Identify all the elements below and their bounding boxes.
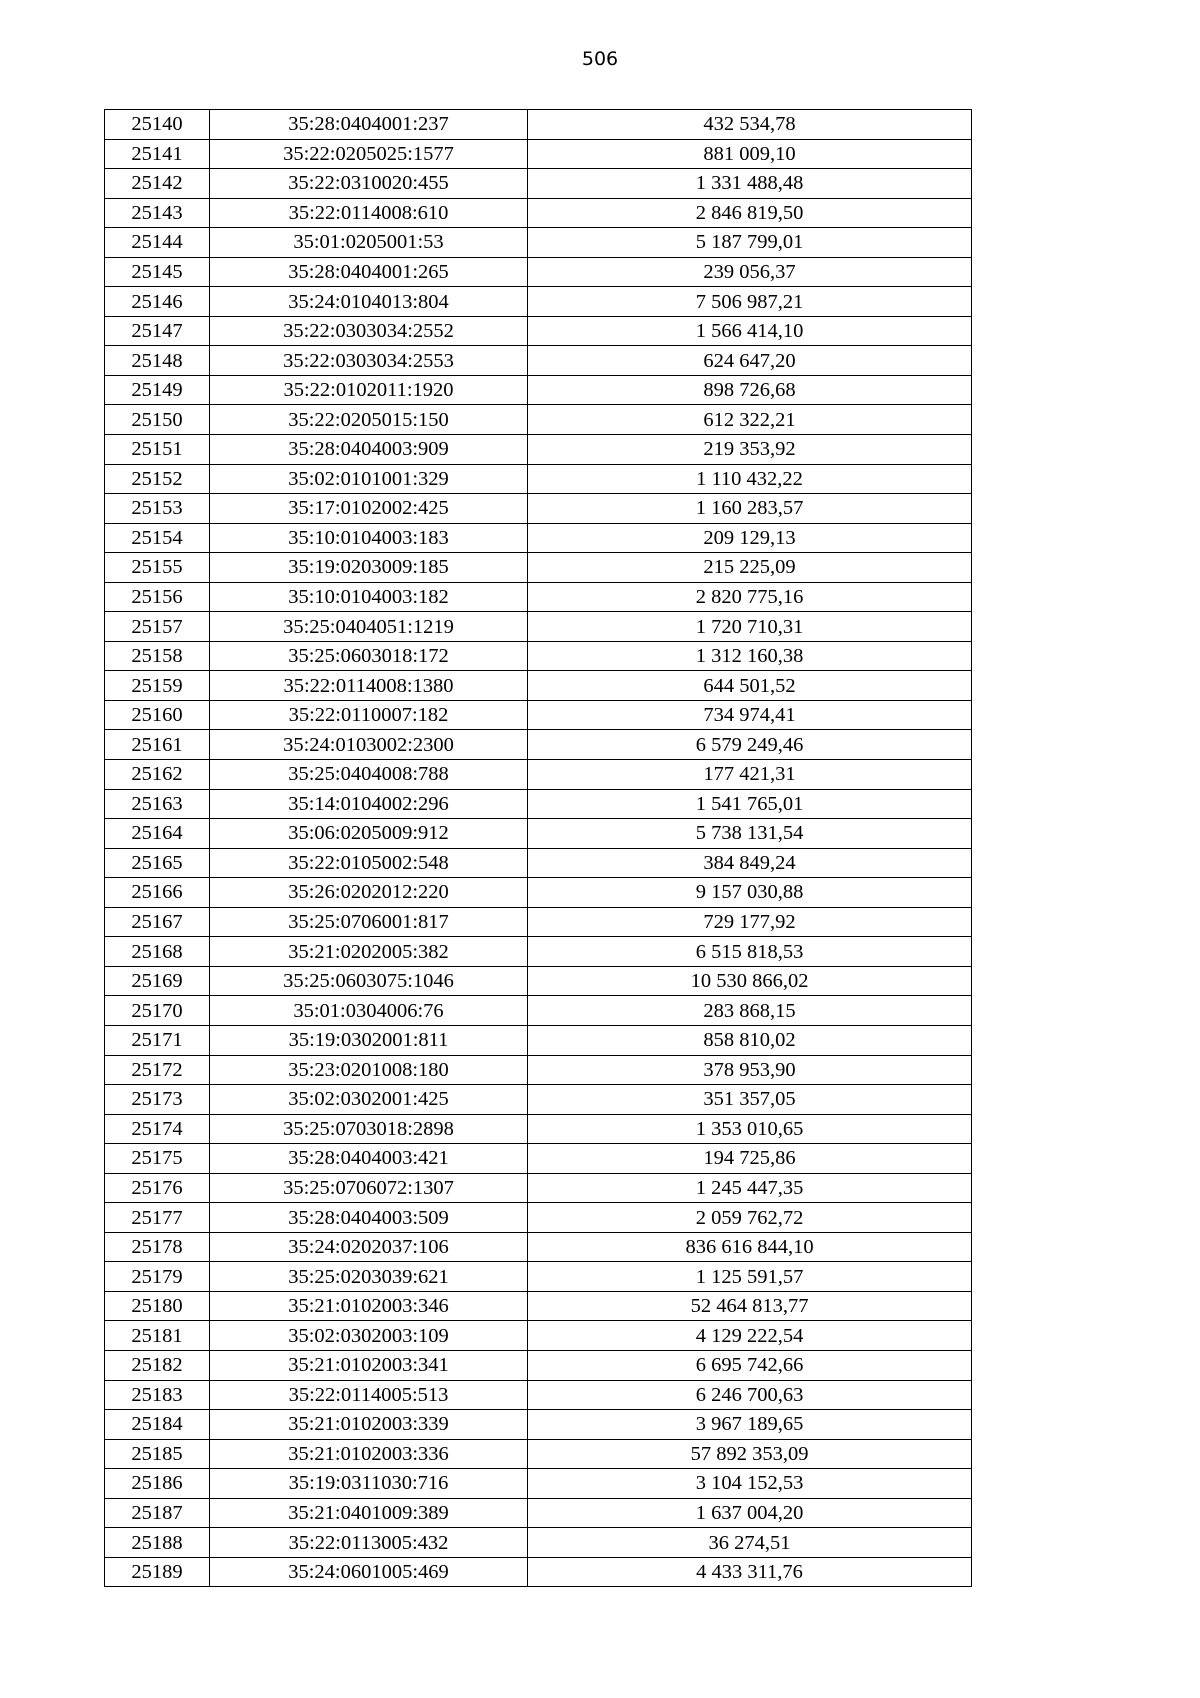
cadastral-number-cell: 35:22:0303034:2553 (210, 346, 528, 376)
row-number-cell: 25164 (105, 819, 210, 849)
cadastral-number-cell: 35:22:0105002:548 (210, 848, 528, 878)
cadastral-value-cell: 836 616 844,10 (528, 1232, 972, 1262)
row-number-cell: 25170 (105, 996, 210, 1026)
table-row (105, 700, 972, 730)
cadastral-value-cell: 2 059 762,72 (528, 1203, 972, 1233)
table-row (105, 1469, 972, 1499)
row-number-cell: 25162 (105, 760, 210, 790)
row-number-cell: 25151 (105, 435, 210, 465)
cadastral-number-cell: 35:19:0203009:185 (210, 553, 528, 583)
table-row (105, 1557, 972, 1587)
cadastral-value-cell: 1 110 432,22 (528, 464, 972, 494)
row-number-cell: 25187 (105, 1498, 210, 1528)
table-row (105, 966, 972, 996)
cadastral-value-cell: 6 246 700,63 (528, 1380, 972, 1410)
cadastral-number-cell: 35:25:0203039:621 (210, 1262, 528, 1292)
table-row (105, 671, 972, 701)
cadastral-number-cell: 35:22:0114008:1380 (210, 671, 528, 701)
cadastral-number-cell: 35:28:0404003:909 (210, 435, 528, 465)
cadastral-value-cell: 52 464 813,77 (528, 1291, 972, 1321)
row-number-cell: 25185 (105, 1439, 210, 1469)
row-number-cell: 25160 (105, 700, 210, 730)
cadastral-value-cell: 624 647,20 (528, 346, 972, 376)
row-number-cell: 25184 (105, 1410, 210, 1440)
cadastral-number-cell: 35:23:0201008:180 (210, 1055, 528, 1085)
table-row (105, 316, 972, 346)
table-row (105, 1321, 972, 1351)
cadastral-number-cell: 35:22:0310020:455 (210, 169, 528, 199)
table-row (105, 1085, 972, 1115)
row-number-cell: 25149 (105, 375, 210, 405)
cadastral-number-cell: 35:14:0104002:296 (210, 789, 528, 819)
cadastral-value-cell: 1 720 710,31 (528, 612, 972, 642)
cadastral-number-cell: 35:17:0102002:425 (210, 494, 528, 524)
cadastral-number-cell: 35:25:0603018:172 (210, 641, 528, 671)
cadastral-value-cell: 858 810,02 (528, 1025, 972, 1055)
cadastral-value-cell: 1 541 765,01 (528, 789, 972, 819)
row-number-cell: 25165 (105, 848, 210, 878)
row-number-cell: 25144 (105, 228, 210, 258)
cadastral-value-cell: 1 566 414,10 (528, 316, 972, 346)
cadastral-value-cell: 6 579 249,46 (528, 730, 972, 760)
table-row (105, 346, 972, 376)
cadastral-value-cell: 2 820 775,16 (528, 582, 972, 612)
cadastral-value-cell: 209 129,13 (528, 523, 972, 553)
row-number-cell: 25155 (105, 553, 210, 583)
cadastral-value-cell: 7 506 987,21 (528, 287, 972, 317)
table-row (105, 1410, 972, 1440)
row-number-cell: 25172 (105, 1055, 210, 1085)
cadastral-number-cell: 35:21:0202005:382 (210, 937, 528, 967)
table-row (105, 375, 972, 405)
cadastral-number-cell: 35:21:0102003:336 (210, 1439, 528, 1469)
cadastral-number-cell: 35:21:0102003:341 (210, 1350, 528, 1380)
table-body (105, 110, 972, 1587)
table-row (105, 139, 972, 169)
row-number-cell: 25158 (105, 641, 210, 671)
table-row (105, 996, 972, 1026)
table-row (105, 1439, 972, 1469)
cadastral-value-cell: 5 738 131,54 (528, 819, 972, 849)
row-number-cell: 25182 (105, 1350, 210, 1380)
cadastral-value-cell: 57 892 353,09 (528, 1439, 972, 1469)
table-row (105, 937, 972, 967)
row-number-cell: 25174 (105, 1114, 210, 1144)
cadastral-value-cell: 177 421,31 (528, 760, 972, 790)
cadastral-number-cell: 35:19:0311030:716 (210, 1469, 528, 1499)
cadastral-value-table (104, 109, 972, 1587)
cadastral-number-cell: 35:25:0706072:1307 (210, 1173, 528, 1203)
cadastral-number-cell: 35:28:0404001:237 (210, 110, 528, 140)
cadastral-value-cell: 4 129 222,54 (528, 1321, 972, 1351)
row-number-cell: 25152 (105, 464, 210, 494)
cadastral-number-cell: 35:25:0706001:817 (210, 907, 528, 937)
page-number: 506 (581, 48, 619, 70)
table-row (105, 641, 972, 671)
cadastral-number-cell: 35:25:0404008:788 (210, 760, 528, 790)
row-number-cell: 25161 (105, 730, 210, 760)
cadastral-number-cell: 35:22:0114005:513 (210, 1380, 528, 1410)
cadastral-number-cell: 35:25:0404051:1219 (210, 612, 528, 642)
table-row (105, 257, 972, 287)
table-row (105, 1528, 972, 1558)
table-row (105, 760, 972, 790)
row-number-cell: 25186 (105, 1469, 210, 1499)
cadastral-value-cell: 6 515 818,53 (528, 937, 972, 967)
cadastral-value-cell: 1 160 283,57 (528, 494, 972, 524)
cadastral-number-cell: 35:06:0205009:912 (210, 819, 528, 849)
cadastral-number-cell: 35:19:0302001:811 (210, 1025, 528, 1055)
cadastral-number-cell: 35:25:0603075:1046 (210, 966, 528, 996)
cadastral-value-cell: 239 056,37 (528, 257, 972, 287)
row-number-cell: 25148 (105, 346, 210, 376)
table-row (105, 1262, 972, 1292)
table-row (105, 1025, 972, 1055)
row-number-cell: 25188 (105, 1528, 210, 1558)
cadastral-number-cell: 35:01:0304006:76 (210, 996, 528, 1026)
cadastral-number-cell: 35:22:0113005:432 (210, 1528, 528, 1558)
table-row (105, 1350, 972, 1380)
cadastral-value-cell: 36 274,51 (528, 1528, 972, 1558)
cadastral-number-cell: 35:21:0401009:389 (210, 1498, 528, 1528)
row-number-cell: 25157 (105, 612, 210, 642)
cadastral-value-cell: 644 501,52 (528, 671, 972, 701)
table-row (105, 523, 972, 553)
cadastral-number-cell: 35:22:0205015:150 (210, 405, 528, 435)
row-number-cell: 25153 (105, 494, 210, 524)
cadastral-number-cell: 35:24:0103002:2300 (210, 730, 528, 760)
cadastral-number-cell: 35:10:0104003:183 (210, 523, 528, 553)
table-row (105, 1291, 972, 1321)
cadastral-value-cell: 351 357,05 (528, 1085, 972, 1115)
cadastral-number-cell: 35:21:0102003:346 (210, 1291, 528, 1321)
row-number-cell: 25150 (105, 405, 210, 435)
table-row (105, 1173, 972, 1203)
row-number-cell: 25183 (105, 1380, 210, 1410)
cadastral-number-cell: 35:28:0404001:265 (210, 257, 528, 287)
row-number-cell: 25163 (105, 789, 210, 819)
table-row (105, 907, 972, 937)
cadastral-number-cell: 35:24:0601005:469 (210, 1557, 528, 1587)
table-row (105, 1114, 972, 1144)
row-number-cell: 25175 (105, 1144, 210, 1174)
row-number-cell: 25159 (105, 671, 210, 701)
cadastral-value-cell: 1 637 004,20 (528, 1498, 972, 1528)
table-row (105, 287, 972, 317)
cadastral-number-cell: 35:22:0114008:610 (210, 198, 528, 228)
table-row (105, 464, 972, 494)
cadastral-number-cell: 35:24:0104013:804 (210, 287, 528, 317)
cadastral-value-cell: 215 225,09 (528, 553, 972, 583)
row-number-cell: 25181 (105, 1321, 210, 1351)
row-number-cell: 25156 (105, 582, 210, 612)
cadastral-value-cell: 384 849,24 (528, 848, 972, 878)
cadastral-number-cell: 35:22:0110007:182 (210, 700, 528, 730)
cadastral-value-cell: 881 009,10 (528, 139, 972, 169)
cadastral-number-cell: 35:28:0404003:421 (210, 1144, 528, 1174)
row-number-cell: 25145 (105, 257, 210, 287)
cadastral-value-cell: 1 312 160,38 (528, 641, 972, 671)
cadastral-value-cell: 378 953,90 (528, 1055, 972, 1085)
table-row (105, 435, 972, 465)
row-number-cell: 25146 (105, 287, 210, 317)
table-row (105, 1380, 972, 1410)
table-row (105, 612, 972, 642)
cadastral-number-cell: 35:10:0104003:182 (210, 582, 528, 612)
table-row (105, 1232, 972, 1262)
cadastral-number-cell: 35:22:0102011:1920 (210, 375, 528, 405)
cadastral-number-cell: 35:21:0102003:339 (210, 1410, 528, 1440)
cadastral-number-cell: 35:02:0302001:425 (210, 1085, 528, 1115)
cadastral-value-cell: 729 177,92 (528, 907, 972, 937)
row-number-cell: 25180 (105, 1291, 210, 1321)
row-number-cell: 25173 (105, 1085, 210, 1115)
table-row (105, 1203, 972, 1233)
table-row (105, 730, 972, 760)
cadastral-number-cell: 35:02:0302003:109 (210, 1321, 528, 1351)
table-row (105, 1144, 972, 1174)
table-row (105, 228, 972, 258)
row-number-cell: 25189 (105, 1557, 210, 1587)
cadastral-value-cell: 5 187 799,01 (528, 228, 972, 258)
cadastral-value-cell: 283 868,15 (528, 996, 972, 1026)
cadastral-number-cell: 35:28:0404003:509 (210, 1203, 528, 1233)
row-number-cell: 25169 (105, 966, 210, 996)
cadastral-value-cell: 6 695 742,66 (528, 1350, 972, 1380)
cadastral-number-cell: 35:22:0303034:2552 (210, 316, 528, 346)
cadastral-value-cell: 432 534,78 (528, 110, 972, 140)
cadastral-value-cell: 1 125 591,57 (528, 1262, 972, 1292)
table-row (105, 1055, 972, 1085)
row-number-cell: 25179 (105, 1262, 210, 1292)
table-row (105, 405, 972, 435)
table-row (105, 494, 972, 524)
table-row (105, 198, 972, 228)
cadastral-value-cell: 3 104 152,53 (528, 1469, 972, 1499)
cadastral-value-cell: 4 433 311,76 (528, 1557, 972, 1587)
table-row (105, 582, 972, 612)
cadastral-value-cell: 1 353 010,65 (528, 1114, 972, 1144)
row-number-cell: 25140 (105, 110, 210, 140)
row-number-cell: 25176 (105, 1173, 210, 1203)
cadastral-value-cell: 898 726,68 (528, 375, 972, 405)
cadastral-value-cell: 2 846 819,50 (528, 198, 972, 228)
row-number-cell: 25177 (105, 1203, 210, 1233)
row-number-cell: 25171 (105, 1025, 210, 1055)
table-row (105, 878, 972, 908)
row-number-cell: 25168 (105, 937, 210, 967)
cadastral-value-cell: 1 245 447,35 (528, 1173, 972, 1203)
table-row (105, 819, 972, 849)
row-number-cell: 25178 (105, 1232, 210, 1262)
row-number-cell: 25142 (105, 169, 210, 199)
row-number-cell: 25154 (105, 523, 210, 553)
row-number-cell: 25143 (105, 198, 210, 228)
table-row (105, 110, 972, 140)
table-row (105, 1498, 972, 1528)
cadastral-number-cell: 35:26:0202012:220 (210, 878, 528, 908)
cadastral-number-cell: 35:24:0202037:106 (210, 1232, 528, 1262)
cadastral-value-cell: 10 530 866,02 (528, 966, 972, 996)
table-row (105, 789, 972, 819)
row-number-cell: 25147 (105, 316, 210, 346)
cadastral-value-cell: 734 974,41 (528, 700, 972, 730)
row-number-cell: 25141 (105, 139, 210, 169)
table-row (105, 553, 972, 583)
cadastral-value-cell: 1 331 488,48 (528, 169, 972, 199)
cadastral-number-cell: 35:01:0205001:53 (210, 228, 528, 258)
table-row (105, 169, 972, 199)
cadastral-number-cell: 35:02:0101001:329 (210, 464, 528, 494)
cadastral-value-cell: 194 725,86 (528, 1144, 972, 1174)
cadastral-value-cell: 9 157 030,88 (528, 878, 972, 908)
table-row (105, 848, 972, 878)
row-number-cell: 25166 (105, 878, 210, 908)
cadastral-number-cell: 35:22:0205025:1577 (210, 139, 528, 169)
cadastral-number-cell: 35:25:0703018:2898 (210, 1114, 528, 1144)
row-number-cell: 25167 (105, 907, 210, 937)
cadastral-value-cell: 3 967 189,65 (528, 1410, 972, 1440)
cadastral-value-cell: 219 353,92 (528, 435, 972, 465)
cadastral-value-cell: 612 322,21 (528, 405, 972, 435)
